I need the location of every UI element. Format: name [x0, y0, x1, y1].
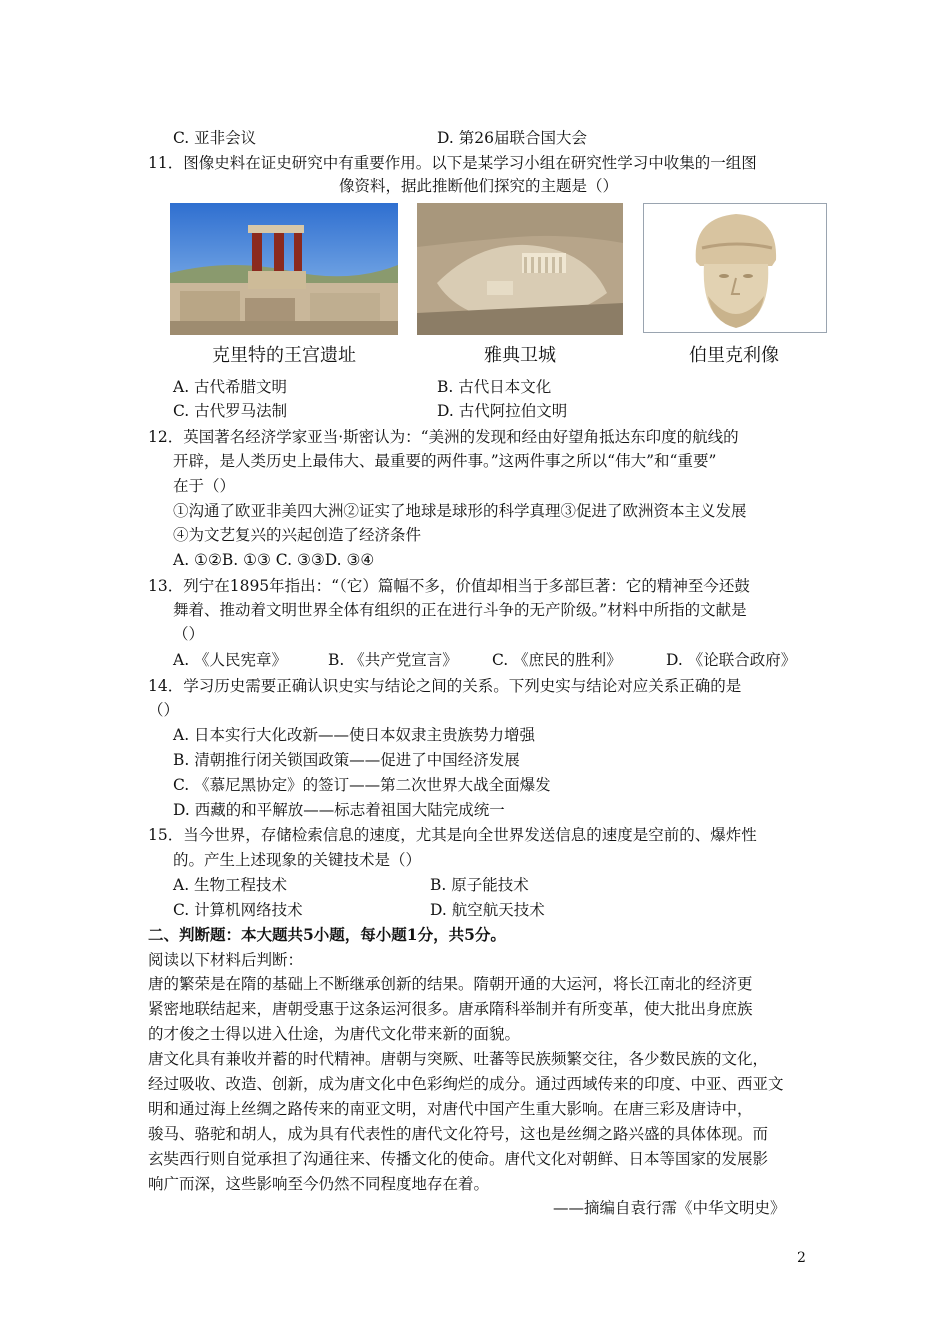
q11-stem-cont: 像资料，据此推断他们探究的主题是（） — [339, 177, 619, 195]
q14-stem-cont: （） — [148, 701, 180, 719]
q12-stem: 12．英国著名经济学家亚当·斯密认为：“美洲的发现和经由好望角抵达东印度的航线的 — [148, 428, 739, 446]
passage-p1-line1: 唐的繁荣是在隋的基础上不断继承创新的结果。隋朝开通的大运河，将长江南北的经济更 — [148, 975, 753, 993]
q13-option-c: C. 《庶民的胜利》 — [492, 651, 622, 669]
passage-p2-line5: 玄奘西行则自觉承担了沟通往来、传播文化的使命。唐代文化对朝鲜、日本等国家的发展影 — [148, 1150, 769, 1168]
passage-p1-line2: 紧密地联结起来，唐朝受惠于这条运河很多。唐承隋科举制并有所变革，使大批出身庶族 — [148, 1000, 753, 1018]
q13-option-d: D. 《论联合政府》 — [666, 651, 797, 669]
q12-items-2: ④为文艺复兴的兴起创造了经济条件 — [173, 526, 422, 544]
section2-heading: 二、判断题：本大题共5小题，每小题1分，共5分。 — [148, 925, 506, 944]
acropolis-image — [417, 203, 623, 335]
passage-source: ——摘编自袁行霈《中华文明史》 — [553, 1199, 786, 1217]
q11-stem: 11．图像史料在证史研究中有重要作用。以下是某学习小组在研究性学习中收集的一组图 — [148, 154, 757, 172]
acropolis-caption: 雅典卫城 — [484, 345, 556, 366]
q14-option-c: C. 《慕尼黑协定》的签订——第二次世界大战全面爆发 — [173, 776, 551, 794]
q15-stem: 15．当今世界，存储检索信息的速度，尤其是向全世界发送信息的速度是空前的、爆炸性 — [148, 826, 757, 844]
q12-items-1: ①沟通了欧亚非美四大洲②证实了地球是球形的科学真理③促进了欧洲资本主义发展 — [173, 502, 747, 520]
q10-option-c: C. 亚非会议 — [173, 129, 257, 147]
q14-option-b: B. 清朝推行闭关锁国政策——促进了中国经济发展 — [173, 751, 520, 769]
passage-p2-line3: 明和通过海上丝绸之路传来的南亚文明，对唐代中国产生重大影响。在唐三彩及唐诗中， — [148, 1100, 753, 1118]
page-number: 2 — [797, 1250, 806, 1266]
q15-option-b: B. 原子能技术 — [430, 876, 529, 894]
q11-option-c: C. 古代罗马法制 — [173, 402, 288, 420]
q13-stem-cont-2: （） — [173, 625, 205, 643]
q14-option-a: A. 日本实行大化改新——使日本奴隶主贵族势力增强 — [173, 726, 536, 744]
palace-ruins-image — [170, 203, 398, 335]
q14-stem: 14．学习历史需要正确认识史实与结论之间的关系。下列史实与结论对应关系正确的是 — [148, 677, 742, 695]
pericles-bust-image — [643, 203, 827, 333]
q12-options: A. ①②B. ①③ C. ③③D. ③④ — [173, 551, 375, 569]
q12-stem-cont-2: 在于（） — [173, 477, 236, 495]
q11-option-b: B. 古代日本文化 — [437, 378, 552, 396]
q10-option-d: D. 第26届联合国大会 — [437, 129, 587, 147]
q14-option-d: D. 西藏的和平解放——标志着祖国大陆完成统一 — [173, 801, 505, 819]
passage-p2-line6: 响广而深，这些影响至今仍然不同程度地存在着。 — [148, 1175, 490, 1193]
q15-option-a: A. 生物工程技术 — [173, 876, 288, 894]
passage-p1-line3: 的才俊之士得以进入仕途，为唐代文化带来新的面貌。 — [148, 1025, 521, 1043]
passage-p2-line2: 经过吸收、改造、创新，成为唐文化中色彩绚烂的成分。通过西域传来的印度、中亚、西亚文 — [148, 1075, 784, 1093]
q11-option-a: A. 古代希腊文明 — [173, 378, 288, 396]
q13-stem-cont-1: 舞着、推动着文明世界全体有组织的正在进行斗争的无产阶级。”材料中所指的文献是 — [173, 601, 747, 619]
q11-option-d: D. 古代阿拉伯文明 — [437, 402, 568, 420]
section2-intro: 阅读以下材料后判断： — [148, 951, 304, 969]
q13-stem: 13．列宁在1895年指出：“（它）篇幅不多，价值却相当于多部巨著：它的精神至今还鼓 — [148, 577, 750, 595]
passage-p2-line1: 唐文化具有兼收并蓄的时代精神。唐朝与突厥、吐蕃等民族频繁交往，各少数民族的文化， — [148, 1050, 769, 1068]
q13-option-b: B. 《共产党宣言》 — [328, 651, 458, 669]
passage-p2-line4: 骏马、骆驼和胡人，成为具有代表性的唐代文化符号，这也是丝绸之路兴盛的具体体现。而 — [148, 1125, 769, 1143]
q15-option-c: C. 计算机网络技术 — [173, 901, 303, 919]
pericles-bust-caption: 伯里克利像 — [689, 345, 779, 366]
q15-stem-cont: 的。产生上述现象的关键技术是（） — [173, 851, 422, 869]
q15-option-d: D. 航空航天技术 — [430, 901, 545, 919]
palace-ruins-caption: 克里特的王宫遗址 — [212, 345, 356, 366]
q13-option-a: A. 《人民宪章》 — [173, 651, 288, 669]
q12-stem-cont-1: 开辟，是人类历史上最伟大、最重要的两件事。”这两件事之所以“伟大”和“重要” — [173, 452, 717, 470]
